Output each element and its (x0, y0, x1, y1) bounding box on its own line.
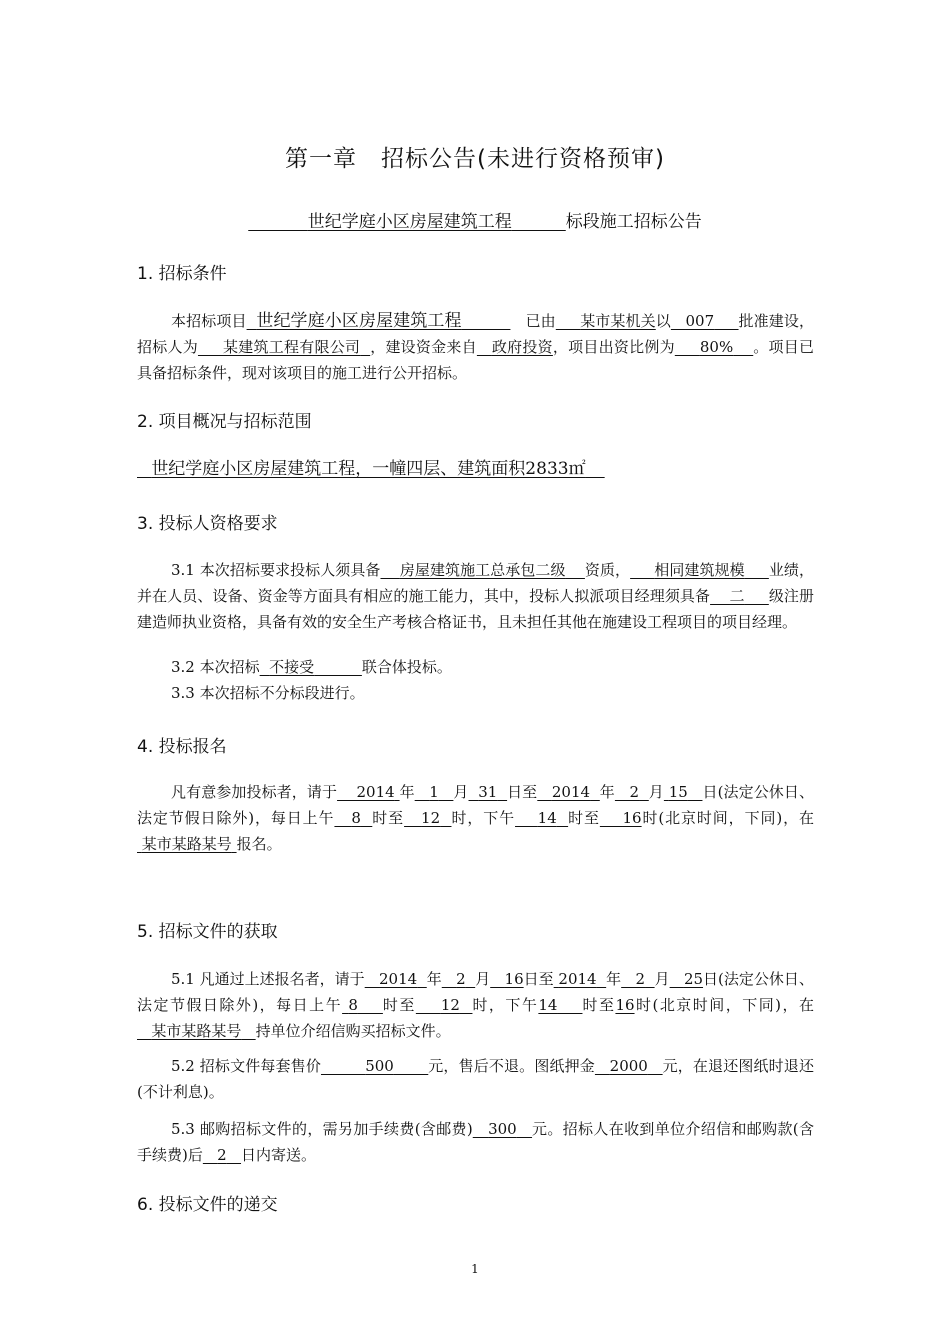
tenderer: 某建筑工程有限公司 (223, 338, 361, 356)
section-1-paragraph: 本招标项目 世纪学庭小区房屋建筑工程 已由 某市某机关以 007 批准建设，招标人为 某建筑工程有限公司 ，建设资金来自 政府投资，项目出资比例为 80% 。项目已具备招标条件，现对该项目的施工进行公开招标。 (137, 311, 814, 382)
project-name: 世纪学庭小区房屋建筑工程 (256, 311, 462, 331)
section-4-heading: 4. 投标报名 (137, 737, 227, 757)
notice-subtitle (0, 207, 950, 232)
performance-requirement: 相同建筑规模 (654, 561, 745, 579)
project-description: 世纪学庭小区房屋建筑工程，一幢四层、建筑面积2833㎡ (151, 459, 586, 479)
section-2-paragraph (137, 456, 814, 482)
section-3-1: 3.1 本次招标要求投标人须具备 房屋建筑施工总承包二级 资质， 相同建筑规模 业绩，并在人员、设备、资金等方面具有相应的施工能力，其中，投标人拟派项目经理须具备 二 级注册建造师执业资格，具备有效的安全生产考核合格证书，且未担任其他在施建设工程项目的项目经理。 (137, 561, 814, 631)
section-2-heading: 2. 项目概况与招标范围 (137, 412, 312, 432)
section-4-paragraph: 凡有意参加投标者，请于 2014 年 1 月 31 日至 2014 年 2 月 15 日(法定公休日、法定节假日除外)，每日上午 8 时至 12 时，下午 14 时至 16时(北京时间，下同)，在 某市某路某号 报名。 (137, 783, 814, 853)
section-5-heading: 5. 招标文件的获取 (137, 922, 278, 942)
joint-bidding: 不接受 (269, 658, 315, 676)
section-3-2: 3.2 本次招标 不接受 联合体投标。 (171, 658, 452, 676)
section-5-3: 5.3 邮购招标文件的，需另加手续费(含邮费) 300 元。招标人在收到单位介绍信和邮购款(含手续费)后 2 日内寄送。 (137, 1120, 814, 1164)
delivery-days: 2 (217, 1146, 227, 1164)
investment-ratio: 80% (699, 338, 734, 356)
subtitle-suffix: 标段施工招标公告 (565, 212, 702, 232)
document-price: 500 (365, 1057, 394, 1075)
qualification: 房屋建筑施工总承包二级 (399, 561, 566, 579)
chapter-title: 第一章 招标公告(未进行资格预审) (285, 146, 665, 172)
subtitle-project: 世纪学庭小区房屋建筑工程 (307, 212, 512, 232)
approver: 某市某机关 (580, 312, 656, 330)
section-6-heading: 6. 投标文件的递交 (137, 1195, 278, 1215)
drawing-deposit: 2000 (609, 1057, 648, 1075)
purchase-place: 某市某路某号 (151, 1022, 242, 1040)
registration-place: 某市某路某号 (141, 835, 232, 853)
section-5-2: 5.2 招标文件每套售价 500 元，售后不退。图纸押金 2000 元，在退还图纸时退还(不计利息)。 (137, 1057, 814, 1101)
handling-fee: 300 (488, 1120, 517, 1138)
page-number: 1 (471, 1262, 479, 1276)
approval-number: 007 (685, 312, 715, 330)
section-5-1: 5.1 凡通过上述报名者，请于 2014 年 2 月 16日至 2014 年 2 月 25日(法定公休日、法定节假日除外)，每日上午 8 时至 12 时，下午14 时至16时(北京时间，下同)，在 某市某路某号 持单位介绍信购买招标文件。 (137, 970, 814, 1040)
section-1-heading: 1. 招标条件 (137, 264, 227, 284)
fund-source: 政府投资 (491, 338, 553, 356)
builder-grade: 二 (729, 587, 745, 605)
section-3-3: 3.3 本次招标不分标段进行。 (171, 684, 365, 702)
section-3-heading: 3. 投标人资格要求 (137, 514, 278, 534)
